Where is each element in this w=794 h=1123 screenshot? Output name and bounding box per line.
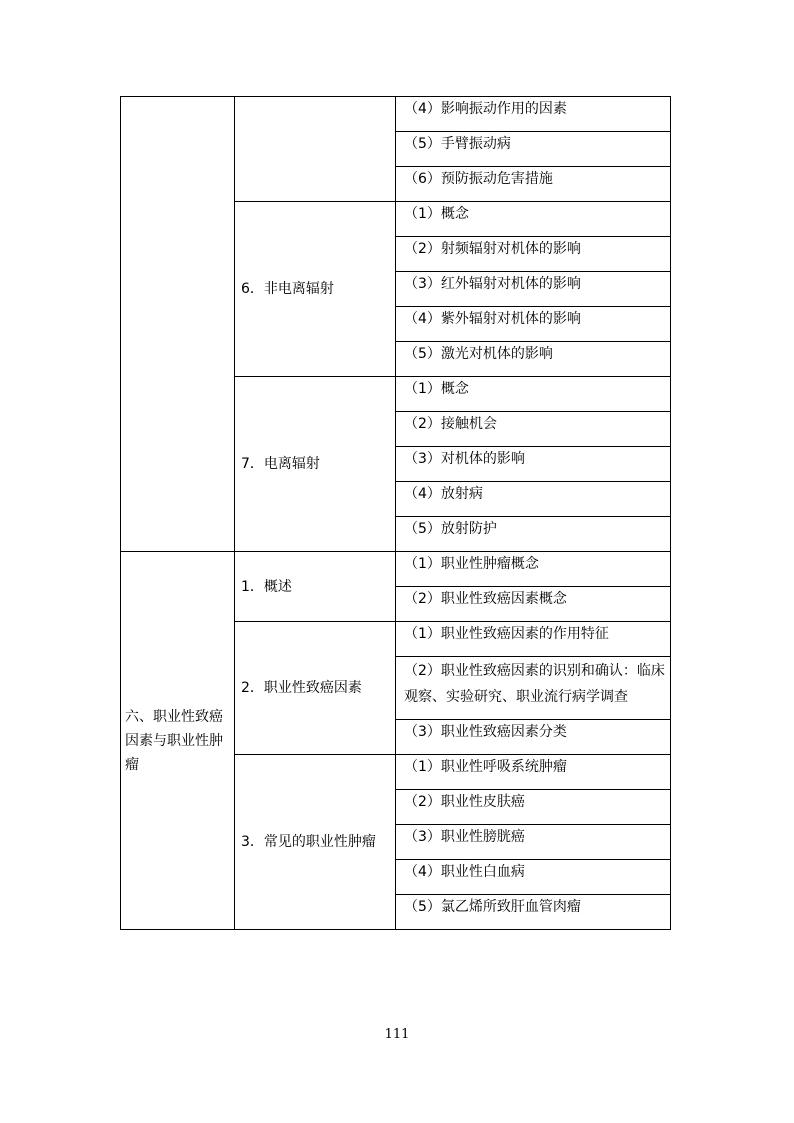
section-cell: 六、职业性致癌因素与职业性肿瘤: [121, 552, 235, 930]
subtopic-cell: （4）紫外辐射对机体的影响: [396, 307, 671, 342]
subtopic-cell: （2）职业性致癌因素的识别和确认：临床观察、实验研究、职业流行病学调查: [396, 657, 671, 720]
topic-cell: 6．非电离辐射: [235, 202, 396, 377]
section-cell: [121, 97, 235, 552]
subtopic-cell: （4）职业性白血病: [396, 860, 671, 895]
topic-cell: 7．电离辐射: [235, 377, 396, 552]
subtopic-cell: （2）职业性致癌因素概念: [396, 587, 671, 622]
subtopic-cell: （2）职业性皮肤癌: [396, 790, 671, 825]
table-row: [121, 552, 671, 587]
topic-cell: [235, 97, 396, 202]
subtopic-cell: （5）激光对机体的影响: [396, 342, 671, 377]
subtopic-cell: （4）影响振动作用的因素: [396, 97, 671, 132]
subtopic-cell: （1）职业性呼吸系统肿瘤: [396, 755, 671, 790]
subtopic-cell: （1）职业性肿瘤概念: [396, 552, 671, 587]
subtopic-cell: （2）接触机会: [396, 412, 671, 447]
subtopic-cell: （1）职业性致癌因素的作用特征: [396, 622, 671, 657]
topic-cell: 2．职业性致癌因素: [235, 622, 396, 755]
table-row: [121, 97, 671, 132]
subtopic-cell: （1）概念: [396, 202, 671, 237]
subtopic-cell: （1）概念: [396, 377, 671, 412]
subtopic-cell: （3）红外辐射对机体的影响: [396, 272, 671, 307]
subtopic-cell: （4）放射病: [396, 482, 671, 517]
subtopic-cell: （2）射频辐射对机体的影响: [396, 237, 671, 272]
subtopic-cell: （6）预防振动危害措施: [396, 167, 671, 202]
subtopic-cell: （5）放射防护: [396, 517, 671, 552]
subtopic-cell: （3）职业性致癌因素分类: [396, 720, 671, 755]
subtopic-cell: （3）职业性膀胱癌: [396, 825, 671, 860]
topic-cell: 3．常见的职业性肿瘤: [235, 755, 396, 930]
page-number: 111: [384, 1027, 410, 1042]
topic-cell: 1．概述: [235, 552, 396, 622]
subtopic-cell: （3）对机体的影响: [396, 447, 671, 482]
syllabus-table: [120, 96, 671, 930]
subtopic-cell: （5）氯乙烯所致肝血管肉瘤: [396, 895, 671, 930]
subtopic-cell: （5）手臂振动病: [396, 132, 671, 167]
